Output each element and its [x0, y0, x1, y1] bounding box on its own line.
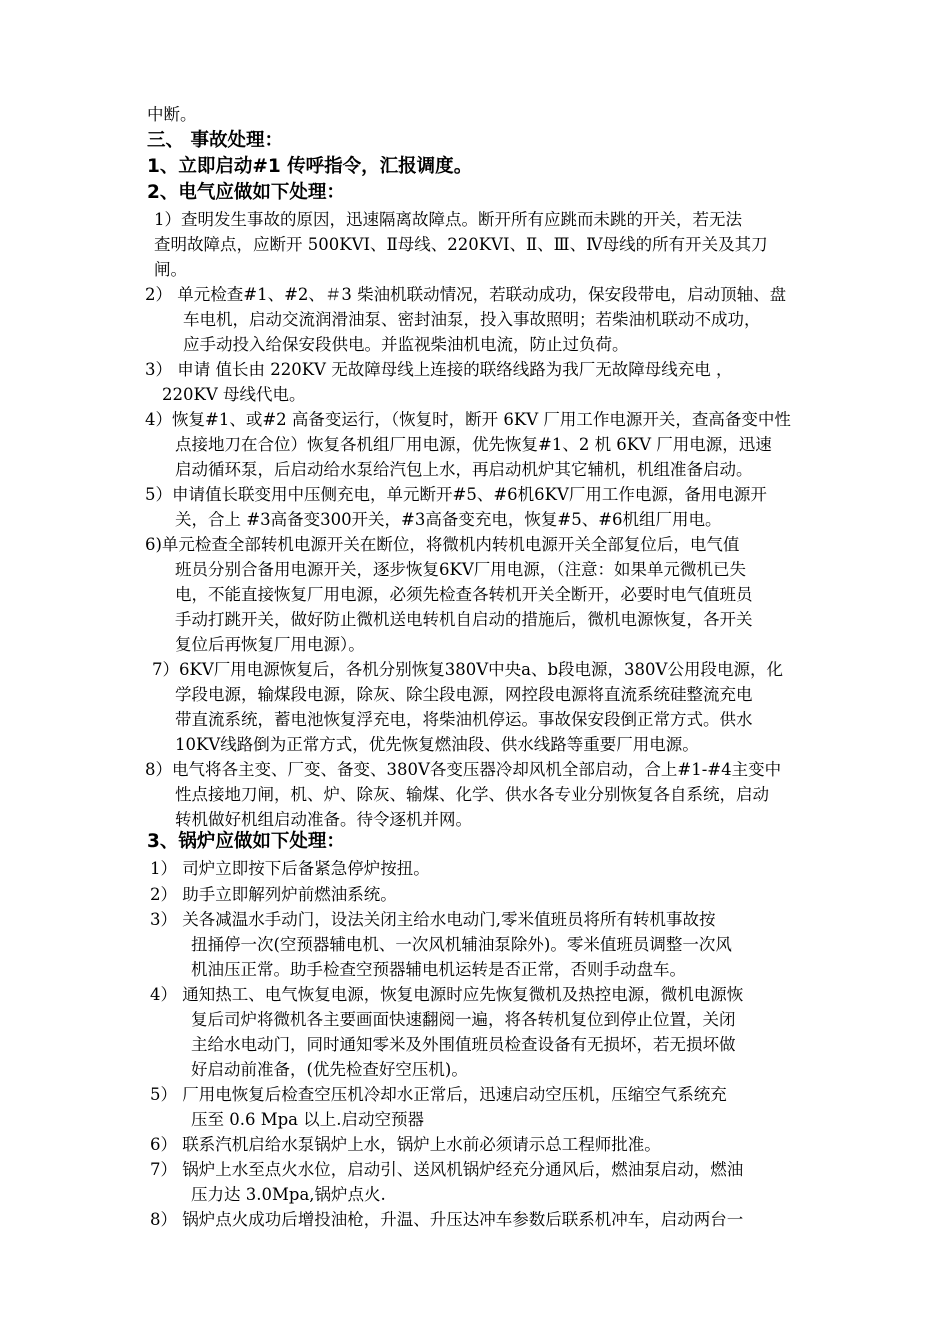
text-line: 8） 锅炉点火成功后增投油枪，升温、升压达冲车参数后联系机冲车，启动两台一 [150, 1210, 744, 1229]
text-line: 应手动投入给保安段供电。并监视柴油机电流，防止过负荷。 [183, 335, 629, 354]
text-line: 手动打跳开关，做好防止微机送电转机自启动的措施后，微机电源恢复，各开关 [175, 610, 753, 629]
text-line: 闸。 [154, 260, 187, 279]
text-line: 主给水电动门，同时通知零米及外围值班员检查设备有无损坏，若无损坏做 [191, 1035, 736, 1054]
text-line: 1）查明发生事故的原因，迅速隔离故障点。断开所有应跳而未跳的开关，若无法 [154, 210, 742, 229]
text-line: 复后司炉将微机各主要画面快速翻阅一遍，将各转机复位到停止位置，关闭 [191, 1010, 736, 1029]
text-line: 7） 锅炉上水至点火水位，启动引、送风机锅炉经充分通风后，燃油泵启动，燃油 [150, 1160, 744, 1179]
text-line: 2） 助手立即解列炉前燃油系统。 [150, 885, 397, 904]
text-line: 机油压正常。助手检查空预器辅电机运转是否正常，否则手动盘车。 [191, 960, 686, 979]
text-line: 好启动前准备，(优先检查好空压机)。 [191, 1060, 468, 1079]
text-line: 6） 联系汽机启给水泵锅炉上水，锅炉上水前必须请示总工程师批准。 [150, 1135, 661, 1154]
text-line: 车电机，启动交流润滑油泵、密封油泵，投入事故照明；若柴油机联动不成功， [183, 310, 761, 329]
text-line: 带直流系统，蓄电池恢复浮充电，将柴油机停运。事故保安段倒正常方式。供水 [175, 710, 753, 729]
text-line: 7）6KV厂用电源恢复后，各机分别恢复380V中央a、b段电源，380V公用段电源，化 [152, 660, 783, 679]
text-line: 班员分别合备用电源开关，逐步恢复6KV厂用电源，（注意：如果单元微机已失 [175, 560, 746, 579]
subsection-heading: 2、电气应做如下处理： [147, 182, 345, 203]
text-line: 压至 0.6 Mpa 以上.启动空预器 [191, 1110, 425, 1129]
text-line: 关，合上 #3高备变300开关，#3高备变充电，恢复#5、#6机组厂用电。 [175, 510, 722, 529]
text-line: 扭捅停一次(空预器辅电机、一次风机辅油泵除外)。零米值班员调整一次风 [191, 935, 732, 954]
text-line: 点接地刀在合位）恢复各机组厂用电源，优先恢复#1、2 机 6KV 厂用电源，迅速 [175, 435, 772, 454]
text-line: 2） 单元检查#1、#2、＃3 柴油机联动情况，若联动成功，保安段带电，启动顶轴、盘 [145, 285, 787, 304]
text-line: 6)单元检查全部转机电源开关在断位，将微机内转机电源开关全部复位后，电气值 [145, 535, 740, 554]
text-line: 3） 关各减温水手动门，设法关闭主给水电动门,零米值班员将所有转机事故按 [150, 910, 716, 929]
text-line: 10KV线路倒为正常方式，优先恢复燃油段、供水线路等重要厂用电源。 [175, 735, 699, 754]
text-line: 启动循环泵，后启动给水泵给汽包上水，再启动机炉其它辅机，机组准备启动。 [175, 460, 753, 479]
text-line: 5） 厂用电恢复后检查空压机冷却水正常后，迅速启动空压机，压缩空气系统充 [150, 1085, 727, 1104]
heading-line: 1、立即启动#1 传呼指令，汇报调度。 [147, 156, 473, 177]
section-heading: 三、 事故处理： [147, 130, 283, 151]
text-line: 4） 通知热工、电气恢复电源，恢复电源时应先恢复微机及热控电源，微机电源恢 [150, 985, 744, 1004]
text-line: 转机做好机组启动准备。待令逐机并网。 [175, 810, 472, 829]
text-line: 220KV 母线代电。 [162, 385, 306, 404]
text-line: 1） 司炉立即按下后备紧急停炉按扭。 [150, 859, 430, 878]
text-line: 3） 申请 值长由 220KV 无故障母线上连接的联络线路为我厂无故障母线充电 ， [145, 360, 733, 379]
text-line: 4）恢复#1、或#2 高备变运行，（恢复时，断开 6KV 厂用工作电源开关，查高备变中性 [145, 410, 791, 429]
text-line: 查明故障点，应断开 500KVⅠ、Ⅱ母线、220KVⅠ、Ⅱ、Ⅲ、Ⅳ母线的所有开关及其刀 [154, 235, 768, 254]
text-line: 压力达 3.0Mpa,锅炉点火. [191, 1185, 386, 1204]
text-line: 复位后再恢复厂用电源）。 [175, 635, 365, 654]
text-line: 中断。 [147, 105, 197, 124]
text-line: 8）电气将各主变、厂变、备变、380V各变压器冷却风机全部启动，合上#1-#4主变中 [145, 760, 782, 779]
text-line: 5）申请值长联变用中压侧充电，单元断开#5、#6机6KV厂用工作电源，备用电源开 [145, 485, 767, 504]
text-line: 电，不能直接恢复厂用电源，必须先检查各转机开关全断开，必要时电气值班员 [175, 585, 753, 604]
text-line: 性点接地刀闸，机、炉、除灰、输煤、化学、供水各专业分别恢复各自系统，启动 [175, 785, 769, 804]
subsection-heading: 3、锅炉应做如下处理： [147, 831, 345, 852]
text-line: 学段电源，输煤段电源，除灰、除尘段电源，网控段电源将直流系统硅整流充电 [175, 685, 753, 704]
